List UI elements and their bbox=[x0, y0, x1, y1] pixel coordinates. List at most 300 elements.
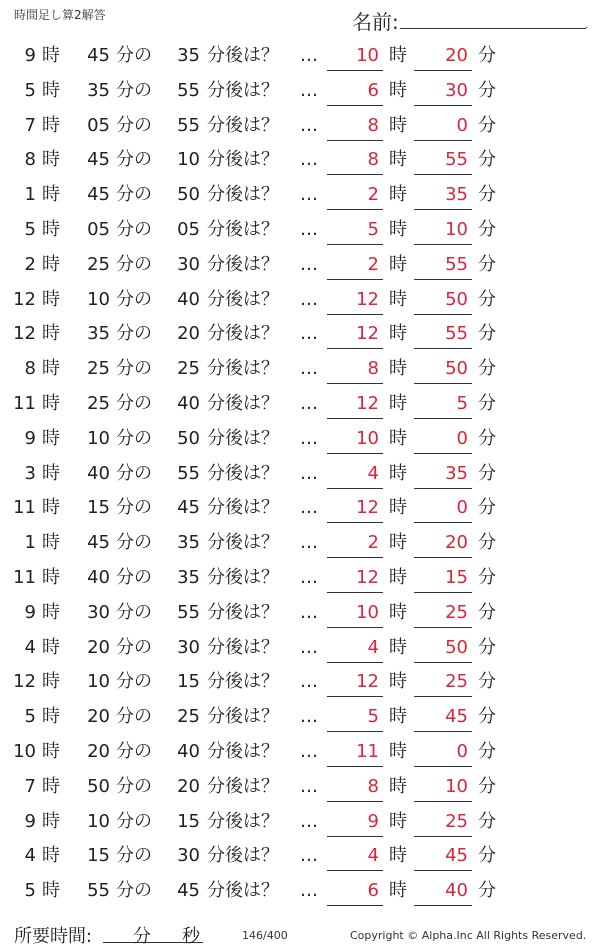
answer-hour: 10 bbox=[356, 427, 379, 449]
start-minute: 25 bbox=[87, 253, 110, 275]
minute-unit-no: 分の bbox=[116, 671, 152, 693]
page-number: 146/400 bbox=[242, 929, 288, 942]
answer-hour: 4 bbox=[367, 636, 379, 658]
answer-hour-unit: 時 bbox=[389, 706, 407, 728]
minutes-later-label: 分後は？ bbox=[207, 810, 279, 832]
answer-minute-underline bbox=[414, 836, 472, 837]
add-minutes: 55 bbox=[177, 79, 200, 101]
answer-minute-underline bbox=[414, 592, 472, 593]
start-hour: 11 bbox=[13, 392, 36, 414]
minute-unit-no: 分の bbox=[116, 497, 152, 519]
answer-hour: 8 bbox=[367, 149, 379, 171]
answer-hour-unit: 時 bbox=[389, 79, 407, 101]
answer-minute: 0 bbox=[456, 497, 468, 519]
answer-hour-underline bbox=[327, 488, 383, 489]
answer-minute-underline bbox=[414, 174, 472, 175]
problem-row bbox=[0, 38, 600, 73]
answer-minute-underline bbox=[414, 140, 472, 141]
answer-hour-unit: 時 bbox=[389, 392, 407, 414]
problem-row bbox=[0, 386, 600, 421]
answer-minute: 0 bbox=[456, 740, 468, 762]
answer-minute-unit: 分 bbox=[478, 497, 496, 519]
ellipsis: … bbox=[300, 740, 318, 762]
add-minutes: 15 bbox=[177, 810, 200, 832]
ellipsis: … bbox=[300, 149, 318, 171]
hour-unit: 時 bbox=[42, 462, 60, 484]
answer-hour: 2 bbox=[367, 253, 379, 275]
answer-minute: 20 bbox=[445, 532, 468, 554]
hour-unit: 時 bbox=[42, 566, 60, 588]
answer-hour: 4 bbox=[367, 845, 379, 867]
answer-hour-underline bbox=[327, 348, 383, 349]
answer-minute: 35 bbox=[445, 462, 468, 484]
answer-hour-underline bbox=[327, 836, 383, 837]
problem-row bbox=[0, 769, 600, 804]
answer-hour-unit: 時 bbox=[389, 427, 407, 449]
add-minutes: 10 bbox=[177, 149, 200, 171]
problem-row bbox=[0, 595, 600, 630]
answer-minute-unit: 分 bbox=[478, 462, 496, 484]
answer-hour: 5 bbox=[367, 706, 379, 728]
start-minute: 45 bbox=[87, 149, 110, 171]
answer-minute-unit: 分 bbox=[478, 566, 496, 588]
hour-unit: 時 bbox=[42, 497, 60, 519]
time-taken-label: 所要時間: bbox=[14, 926, 93, 947]
answer-hour-underline bbox=[327, 522, 383, 523]
hour-unit: 時 bbox=[42, 740, 60, 762]
answer-hour: 8 bbox=[367, 114, 379, 136]
answer-minute: 25 bbox=[445, 601, 468, 623]
start-minute: 25 bbox=[87, 358, 110, 380]
answer-hour-unit: 時 bbox=[389, 288, 407, 310]
start-minute: 10 bbox=[87, 671, 110, 693]
answer-hour-unit: 時 bbox=[389, 740, 407, 762]
answer-minute-unit: 分 bbox=[478, 845, 496, 867]
ellipsis: … bbox=[300, 810, 318, 832]
problem-list bbox=[0, 38, 600, 908]
problem-row bbox=[0, 490, 600, 525]
add-minutes: 55 bbox=[177, 601, 200, 623]
ellipsis: … bbox=[300, 79, 318, 101]
answer-minute-unit: 分 bbox=[478, 218, 496, 240]
answer-hour-underline bbox=[327, 244, 383, 245]
answer-hour: 6 bbox=[367, 880, 379, 902]
minute-unit-no: 分の bbox=[116, 288, 152, 310]
start-minute: 10 bbox=[87, 427, 110, 449]
minute-unit-no: 分の bbox=[116, 740, 152, 762]
answer-minute-unit: 分 bbox=[478, 601, 496, 623]
answer-minute-unit: 分 bbox=[478, 184, 496, 206]
ellipsis: … bbox=[300, 392, 318, 414]
answer-minute-underline bbox=[414, 870, 472, 871]
minutes-later-label: 分後は？ bbox=[207, 79, 279, 101]
minutes-later-label: 分後は？ bbox=[207, 114, 279, 136]
minutes-later-label: 分後は？ bbox=[207, 184, 279, 206]
answer-hour-unit: 時 bbox=[389, 149, 407, 171]
problem-row bbox=[0, 247, 600, 282]
answer-hour-unit: 時 bbox=[389, 497, 407, 519]
minute-unit-no: 分の bbox=[116, 79, 152, 101]
minutes-later-label: 分後は？ bbox=[207, 462, 279, 484]
answer-minute: 55 bbox=[445, 253, 468, 275]
minute-unit-no: 分の bbox=[116, 706, 152, 728]
minute-unit-no: 分の bbox=[116, 775, 152, 797]
answer-minute-underline bbox=[414, 522, 472, 523]
answer-hour: 2 bbox=[367, 184, 379, 206]
start-minute: 25 bbox=[87, 392, 110, 414]
answer-minute-unit: 分 bbox=[478, 427, 496, 449]
hour-unit: 時 bbox=[42, 79, 60, 101]
minute-unit-no: 分の bbox=[116, 253, 152, 275]
answer-hour-unit: 時 bbox=[389, 323, 407, 345]
time-taken-seconds: 秒 bbox=[182, 926, 200, 947]
minute-unit-no: 分の bbox=[116, 218, 152, 240]
answer-hour-unit: 時 bbox=[389, 566, 407, 588]
minutes-later-label: 分後は？ bbox=[207, 601, 279, 623]
ellipsis: … bbox=[300, 427, 318, 449]
minutes-later-label: 分後は？ bbox=[207, 636, 279, 658]
ellipsis: … bbox=[300, 497, 318, 519]
ellipsis: … bbox=[300, 880, 318, 902]
problem-row bbox=[0, 525, 600, 560]
ellipsis: … bbox=[300, 845, 318, 867]
minutes-later-label: 分後は？ bbox=[207, 149, 279, 171]
answer-hour-underline bbox=[327, 627, 383, 628]
problem-row bbox=[0, 456, 600, 491]
problem-row bbox=[0, 664, 600, 699]
answer-minute: 40 bbox=[445, 880, 468, 902]
answer-hour-unit: 時 bbox=[389, 532, 407, 554]
answer-hour: 12 bbox=[356, 288, 379, 310]
answer-hour-unit: 時 bbox=[389, 45, 407, 66]
add-minutes: 45 bbox=[177, 497, 200, 519]
minute-unit-no: 分の bbox=[116, 149, 152, 171]
answer-minute-underline bbox=[414, 627, 472, 628]
answer-hour-underline bbox=[327, 279, 383, 280]
name-label: 名前: bbox=[352, 10, 399, 34]
start-hour: 9 bbox=[24, 45, 36, 66]
answer-hour-unit: 時 bbox=[389, 845, 407, 867]
ellipsis: … bbox=[300, 323, 318, 345]
answer-minute-underline bbox=[414, 418, 472, 419]
answer-minute: 50 bbox=[445, 636, 468, 658]
hour-unit: 時 bbox=[42, 323, 60, 345]
answer-hour: 10 bbox=[356, 601, 379, 623]
answer-hour-unit: 時 bbox=[389, 114, 407, 136]
answer-minute-underline bbox=[414, 766, 472, 767]
hour-unit: 時 bbox=[42, 601, 60, 623]
start-minute: 05 bbox=[87, 114, 110, 136]
problem-row bbox=[0, 282, 600, 317]
hour-unit: 時 bbox=[42, 810, 60, 832]
answer-minute-unit: 分 bbox=[478, 114, 496, 136]
minutes-later-label: 分後は？ bbox=[207, 880, 279, 902]
add-minutes: 50 bbox=[177, 427, 200, 449]
ellipsis: … bbox=[300, 218, 318, 240]
minute-unit-no: 分の bbox=[116, 636, 152, 658]
minutes-later-label: 分後は？ bbox=[207, 392, 279, 414]
time-taken-minutes: 分 bbox=[133, 926, 151, 947]
start-hour: 10 bbox=[13, 740, 36, 762]
start-hour: 11 bbox=[13, 497, 36, 519]
answer-minute: 55 bbox=[445, 323, 468, 345]
answer-hour-unit: 時 bbox=[389, 601, 407, 623]
answer-minute-unit: 分 bbox=[478, 775, 496, 797]
minute-unit-no: 分の bbox=[116, 462, 152, 484]
minutes-later-label: 分後は？ bbox=[207, 218, 279, 240]
start-hour: 3 bbox=[24, 462, 36, 484]
ellipsis: … bbox=[300, 566, 318, 588]
answer-minute-unit: 分 bbox=[478, 706, 496, 728]
answer-hour-underline bbox=[327, 383, 383, 384]
minute-unit-no: 分の bbox=[116, 810, 152, 832]
problem-row bbox=[0, 804, 600, 839]
answer-minute-underline bbox=[414, 105, 472, 106]
start-hour: 5 bbox=[24, 79, 36, 101]
hour-unit: 時 bbox=[42, 45, 60, 66]
answer-hour-underline bbox=[327, 140, 383, 141]
answer-hour-underline bbox=[327, 70, 383, 71]
answer-minute-unit: 分 bbox=[478, 880, 496, 902]
answer-minute-unit: 分 bbox=[478, 79, 496, 101]
add-minutes: 20 bbox=[177, 323, 200, 345]
add-minutes: 25 bbox=[177, 358, 200, 380]
ellipsis: … bbox=[300, 288, 318, 310]
start-minute: 20 bbox=[87, 706, 110, 728]
answer-hour: 12 bbox=[356, 497, 379, 519]
hour-unit: 時 bbox=[42, 184, 60, 206]
start-hour: 7 bbox=[24, 114, 36, 136]
minute-unit-no: 分の bbox=[116, 184, 152, 206]
add-minutes: 30 bbox=[177, 253, 200, 275]
hour-unit: 時 bbox=[42, 845, 60, 867]
start-hour: 1 bbox=[24, 532, 36, 554]
start-hour: 9 bbox=[24, 601, 36, 623]
answer-minute-underline bbox=[414, 696, 472, 697]
add-minutes: 45 bbox=[177, 880, 200, 902]
ellipsis: … bbox=[300, 253, 318, 275]
start-hour: 12 bbox=[13, 323, 36, 345]
minutes-later-label: 分後は？ bbox=[207, 323, 279, 345]
ellipsis: … bbox=[300, 706, 318, 728]
problem-row bbox=[0, 699, 600, 734]
answer-minute-unit: 分 bbox=[478, 45, 496, 66]
answer-hour: 12 bbox=[356, 671, 379, 693]
answer-minute-underline bbox=[414, 905, 472, 906]
problem-row bbox=[0, 630, 600, 665]
answer-minute-underline bbox=[414, 801, 472, 802]
hour-unit: 時 bbox=[42, 532, 60, 554]
answer-minute-unit: 分 bbox=[478, 149, 496, 171]
add-minutes: 40 bbox=[177, 288, 200, 310]
answer-minute: 50 bbox=[445, 358, 468, 380]
start-minute: 10 bbox=[87, 288, 110, 310]
minute-unit-no: 分の bbox=[116, 532, 152, 554]
start-minute: 20 bbox=[87, 636, 110, 658]
answer-minute: 25 bbox=[445, 810, 468, 832]
name-line bbox=[400, 28, 586, 29]
answer-minute-underline bbox=[414, 314, 472, 315]
answer-minute-unit: 分 bbox=[478, 288, 496, 310]
add-minutes: 25 bbox=[177, 706, 200, 728]
ellipsis: … bbox=[300, 601, 318, 623]
start-minute: 45 bbox=[87, 184, 110, 206]
ellipsis: … bbox=[300, 462, 318, 484]
answer-minute: 15 bbox=[445, 566, 468, 588]
hour-unit: 時 bbox=[42, 149, 60, 171]
hour-unit: 時 bbox=[42, 358, 60, 380]
ellipsis: … bbox=[300, 775, 318, 797]
answer-hour: 5 bbox=[367, 218, 379, 240]
answer-minute-underline bbox=[414, 209, 472, 210]
problem-row bbox=[0, 108, 600, 143]
answer-minute: 20 bbox=[445, 45, 468, 66]
start-minute: 50 bbox=[87, 775, 110, 797]
minutes-later-label: 分後は？ bbox=[207, 566, 279, 588]
start-minute: 40 bbox=[87, 462, 110, 484]
answer-hour: 8 bbox=[367, 775, 379, 797]
minute-unit-no: 分の bbox=[116, 114, 152, 136]
add-minutes: 35 bbox=[177, 45, 200, 66]
answer-minute-underline bbox=[414, 383, 472, 384]
answer-hour-unit: 時 bbox=[389, 358, 407, 380]
minute-unit-no: 分の bbox=[116, 845, 152, 867]
add-minutes: 55 bbox=[177, 114, 200, 136]
answer-minute: 0 bbox=[456, 427, 468, 449]
ellipsis: … bbox=[300, 184, 318, 206]
hour-unit: 時 bbox=[42, 253, 60, 275]
answer-hour-underline bbox=[327, 731, 383, 732]
answer-minute-underline bbox=[414, 70, 472, 71]
minutes-later-label: 分後は？ bbox=[207, 706, 279, 728]
answer-hour-unit: 時 bbox=[389, 636, 407, 658]
hour-unit: 時 bbox=[42, 671, 60, 693]
answer-hour-underline bbox=[327, 105, 383, 106]
answer-hour-underline bbox=[327, 592, 383, 593]
hour-unit: 時 bbox=[42, 775, 60, 797]
hour-unit: 時 bbox=[42, 427, 60, 449]
answer-hour-unit: 時 bbox=[389, 218, 407, 240]
start-minute: 45 bbox=[87, 45, 110, 66]
answer-minute-underline bbox=[414, 348, 472, 349]
answer-hour-unit: 時 bbox=[389, 253, 407, 275]
minutes-later-label: 分後は？ bbox=[207, 497, 279, 519]
add-minutes: 40 bbox=[177, 740, 200, 762]
minutes-later-label: 分後は？ bbox=[207, 740, 279, 762]
add-minutes: 30 bbox=[177, 845, 200, 867]
start-minute: 20 bbox=[87, 740, 110, 762]
answer-hour: 11 bbox=[356, 740, 379, 762]
answer-hour: 9 bbox=[367, 810, 379, 832]
minute-unit-no: 分の bbox=[116, 566, 152, 588]
start-minute: 30 bbox=[87, 601, 110, 623]
answer-minute-unit: 分 bbox=[478, 740, 496, 762]
answer-hour-underline bbox=[327, 870, 383, 871]
minutes-later-label: 分後は？ bbox=[207, 532, 279, 554]
problem-row bbox=[0, 177, 600, 212]
answer-hour: 10 bbox=[356, 45, 379, 66]
answer-hour-unit: 時 bbox=[389, 880, 407, 902]
answer-minute-underline bbox=[414, 557, 472, 558]
start-hour: 5 bbox=[24, 880, 36, 902]
answer-hour: 12 bbox=[356, 566, 379, 588]
add-minutes: 35 bbox=[177, 566, 200, 588]
start-hour: 11 bbox=[13, 566, 36, 588]
start-hour: 4 bbox=[24, 845, 36, 867]
start-minute: 05 bbox=[87, 218, 110, 240]
add-minutes: 55 bbox=[177, 462, 200, 484]
answer-minute: 30 bbox=[445, 79, 468, 101]
minute-unit-no: 分の bbox=[116, 358, 152, 380]
answer-hour: 12 bbox=[356, 323, 379, 345]
start-hour: 8 bbox=[24, 149, 36, 171]
ellipsis: … bbox=[300, 114, 318, 136]
start-hour: 4 bbox=[24, 636, 36, 658]
problem-row bbox=[0, 142, 600, 177]
start-hour: 12 bbox=[13, 288, 36, 310]
answer-hour: 6 bbox=[367, 79, 379, 101]
add-minutes: 35 bbox=[177, 532, 200, 554]
answer-hour: 4 bbox=[367, 462, 379, 484]
start-hour: 8 bbox=[24, 358, 36, 380]
add-minutes: 50 bbox=[177, 184, 200, 206]
hour-unit: 時 bbox=[42, 288, 60, 310]
answer-minute-unit: 分 bbox=[478, 253, 496, 275]
hour-unit: 時 bbox=[42, 392, 60, 414]
ellipsis: … bbox=[300, 532, 318, 554]
answer-hour-underline bbox=[327, 209, 383, 210]
answer-hour-unit: 時 bbox=[389, 671, 407, 693]
minutes-later-label: 分後は？ bbox=[207, 427, 279, 449]
answer-minute: 10 bbox=[445, 775, 468, 797]
problem-row bbox=[0, 838, 600, 873]
problem-row bbox=[0, 560, 600, 595]
answer-minute: 5 bbox=[456, 392, 468, 414]
answer-hour-unit: 時 bbox=[389, 810, 407, 832]
answer-hour-underline bbox=[327, 557, 383, 558]
answer-minute: 25 bbox=[445, 671, 468, 693]
minutes-later-label: 分後は？ bbox=[207, 845, 279, 867]
problem-row bbox=[0, 316, 600, 351]
answer-hour-underline bbox=[327, 766, 383, 767]
add-minutes: 30 bbox=[177, 636, 200, 658]
problem-row bbox=[0, 421, 600, 456]
answer-minute-unit: 分 bbox=[478, 671, 496, 693]
copyright: Copyright © Alpha.Inc All Rights Reserved. bbox=[350, 929, 587, 942]
minute-unit-no: 分の bbox=[116, 427, 152, 449]
add-minutes: 05 bbox=[177, 218, 200, 240]
answer-hour: 12 bbox=[356, 392, 379, 414]
answer-minute: 45 bbox=[445, 845, 468, 867]
answer-minute: 10 bbox=[445, 218, 468, 240]
answer-minute-unit: 分 bbox=[478, 636, 496, 658]
start-hour: 1 bbox=[24, 184, 36, 206]
answer-hour-underline bbox=[327, 905, 383, 906]
start-minute: 15 bbox=[87, 497, 110, 519]
start-minute: 15 bbox=[87, 845, 110, 867]
hour-unit: 時 bbox=[42, 114, 60, 136]
hour-unit: 時 bbox=[42, 880, 60, 902]
start-minute: 10 bbox=[87, 810, 110, 832]
answer-hour-underline bbox=[327, 453, 383, 454]
start-hour: 9 bbox=[24, 810, 36, 832]
minutes-later-label: 分後は？ bbox=[207, 253, 279, 275]
answer-minute-underline bbox=[414, 244, 472, 245]
ellipsis: … bbox=[300, 671, 318, 693]
start-minute: 35 bbox=[87, 323, 110, 345]
start-hour: 9 bbox=[24, 427, 36, 449]
problem-row bbox=[0, 873, 600, 908]
